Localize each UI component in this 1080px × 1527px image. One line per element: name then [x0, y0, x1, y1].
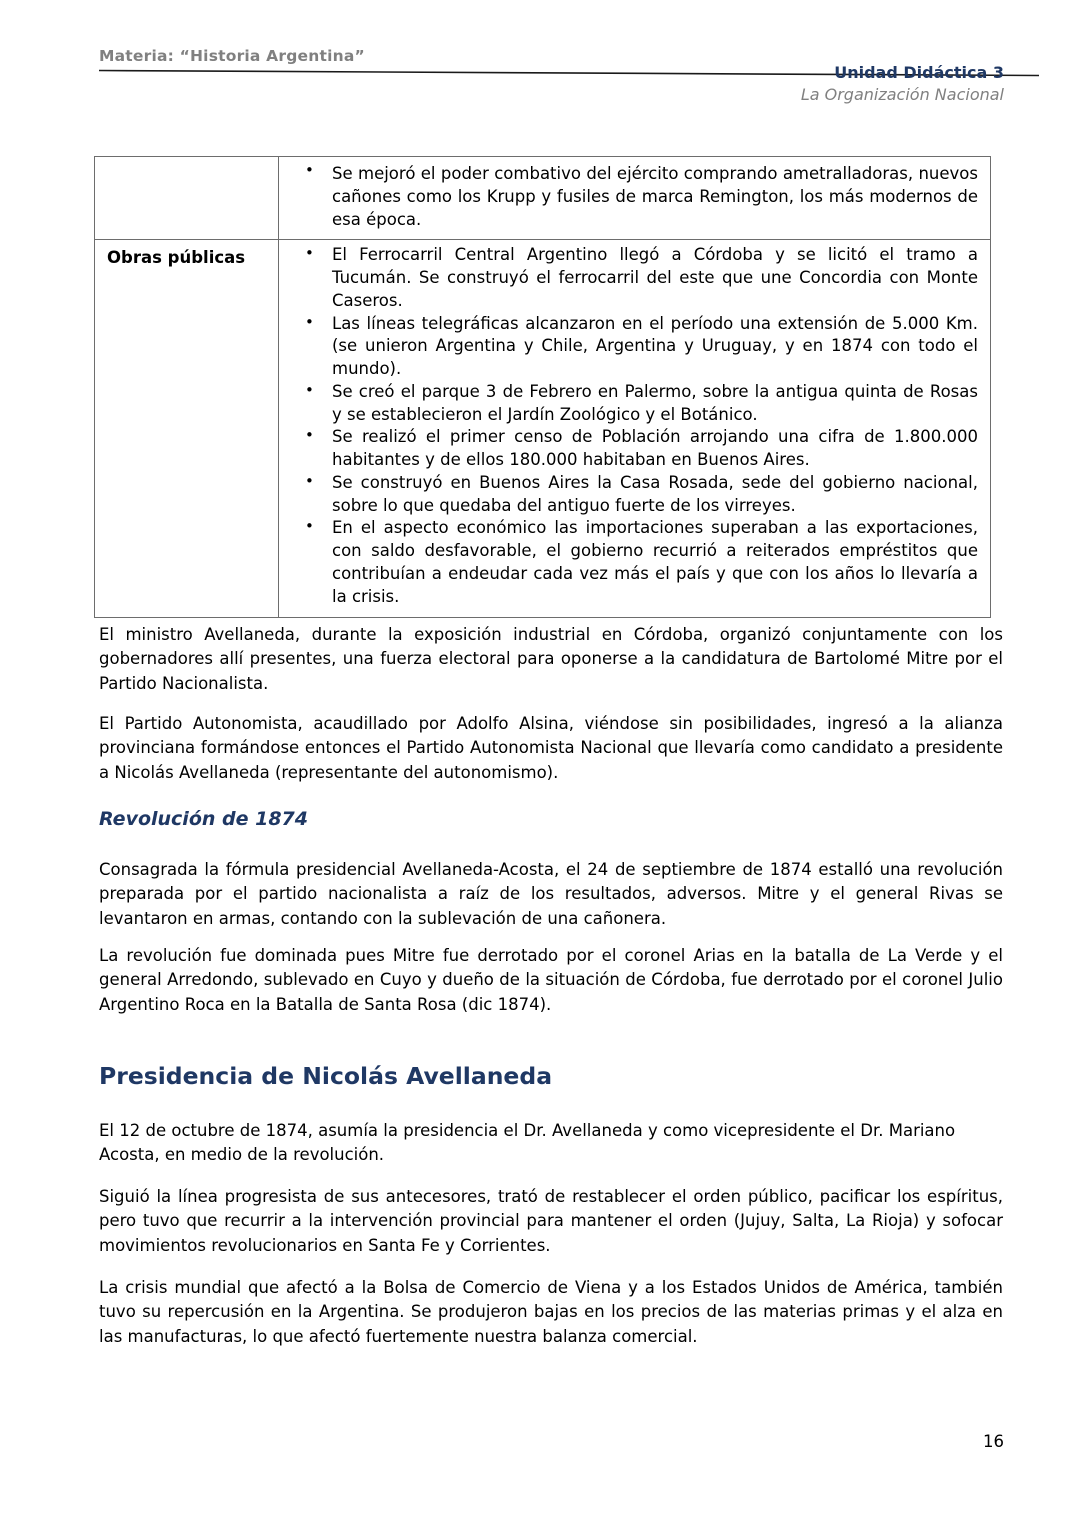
heading-revolucion-1874: Revolución de 1874 [99, 808, 308, 830]
table-cell-category: Obras públicas [95, 240, 279, 617]
list-item: • Se construyó en Buenos Aires la Casa Rosada, sede del gobierno nacional, sobre lo que quedaba del antiguo fuerte de los virreyes. [279, 472, 978, 518]
content-table [94, 156, 991, 618]
table-cell-content [279, 240, 991, 617]
header-unit-subtitle: La Organización Nacional [800, 85, 1004, 104]
list-item: • Se mejoró el poder combativo del ejército comprando ametralladoras, nuevos cañones como los Krupp y fusiles de marca Remington, los más modernos de esa época. [279, 161, 978, 231]
paragraph-ministro-avellaneda: El ministro Avellaneda, durante la exposición industrial en Córdoba, organizó conjuntamente con los gobernadores allí presentes, una fuerza electoral para oponerse a la candidatura de Bartolomé Mitre por el Partido Nacionalista. [99, 625, 1003, 693]
header-subject-label: Materia: “Historia Argentina” [99, 47, 365, 65]
paragraph-crisis-mundial: La crisis mundial que afectó a la Bolsa de Comercio de Viena y a los Estados Unidos de América, también tuvo su repercusión en la Argentina. Se produjeron bajas en los precios de las materias primas y el alza en las manufacturas, lo que afectó fuertemente nuestra balanza comercial. [99, 1278, 1003, 1346]
page-header [0, 0, 1080, 125]
heading-presidencia-avellaneda: Presidencia de Nicolás Avellaneda [99, 1062, 553, 1090]
table-cell-category [95, 157, 279, 240]
table-row [95, 240, 991, 617]
list-item: • Se realizó el primer censo de Población arrojando una cifra de 1.800.000 habitantes y de ellos 180.000 habitaban en Buenos Aires. [279, 426, 978, 472]
list-item: • En el aspecto económico las importaciones superaban a las exportaciones, con saldo desfavorable, el gobierno recurrió a reiterados empréstitos que contribuían a endeudar cada vez más el país y que con los años lo llevaría a la crisis. [279, 517, 978, 608]
list-item: • El Ferrocarril Central Argentino llegó a Córdoba y se licitó el tramo a Tucumán. Se construyó el ferrocarril del este que une Concordia con Monte Caseros. [279, 244, 978, 312]
header-unit-title: Unidad Didáctica 3 [834, 63, 1004, 82]
paragraph-partido-autonomista: El Partido Autonomista, acaudillado por Adolfo Alsina, viéndose sin posibilidades, ingresó a la alianza provinciana formándose entonces el Partido Autonomista Nacional que llevaría como candidato a presidente a Nicolás Avellaneda (representante del autonomismo). [99, 714, 1003, 782]
table-row [95, 157, 991, 240]
page-number: 16 [983, 1432, 1004, 1451]
paragraph-12-octubre-1874: El 12 de octubre de 1874, asumía la presidencia el Dr. Avellaneda y como vicepresidente el Dr. Mariano Acosta, en medio de la revolución. [99, 1121, 956, 1165]
paragraph-revolucion-dominada: La revolución fue dominada pues Mitre fue derrotado por el coronel Arias en la batalla de La Verde y el general Arredondo, sublevado en Cuyo y dueño de la situación de Córdoba, fue derrotado por el coronel Julio Argentino Roca en la Batalla de Santa Rosa (dic 1874). [99, 946, 1003, 1014]
bullet-list [279, 244, 978, 608]
paragraph-linea-progresista: Siguió la línea progresista de sus antecesores, trató de restablecer el orden público, pacificar los espíritus, pero tuvo que recurrir a la intervención provincial para mantener el orden (Jujuy, Salta, La Rioja) y sofocar movimientos revolucionarios en Santa Fe y Corrientes. [99, 1187, 1003, 1255]
list-item: • Las líneas telegráficas alcanzaron en el período una extensión de 5.000 Km. (se unieron Argentina y Chile, Argentina y Uruguay, y en 1874 con todo el mundo). [279, 313, 978, 381]
list-item: • Se creó el parque 3 de Febrero en Palermo, sobre la antigua quinta de Rosas y se establecieron el Jardín Zoológico y el Botánico. [279, 381, 978, 427]
table-cell-content [279, 157, 991, 240]
paragraph-consagrada-formula: Consagrada la fórmula presidencial Avellaneda-Acosta, el 24 de septiembre de 1874 estalló una revolución preparada por el partido nacionalista a raíz de los resultados, adversos. Mitre y el general Rivas se levantaron en armas, contando con la sublevación de una cañonera. [99, 860, 1003, 928]
bullet-list [279, 161, 978, 231]
